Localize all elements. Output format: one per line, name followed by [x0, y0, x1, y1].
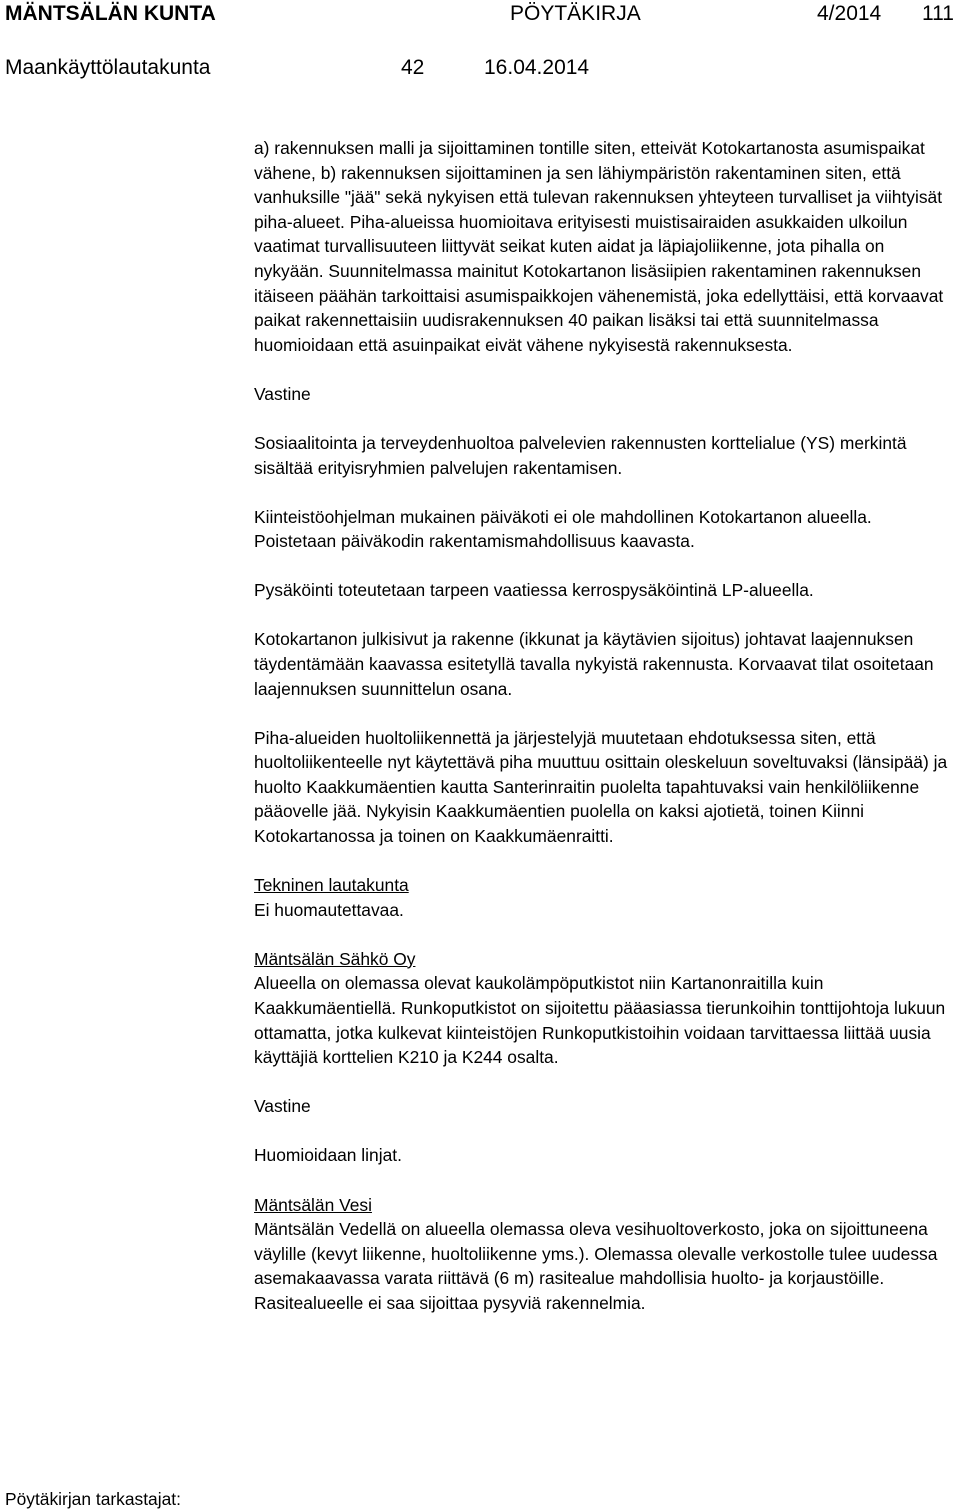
document-body	[254, 136, 956, 1315]
meeting-date: 16.04.2014	[484, 56, 590, 79]
vastine-heading: Vastine	[254, 1096, 311, 1117]
document-number: 4/2014	[817, 2, 882, 25]
mantsalan-vesi-text: Mäntsälän Vedellä on alueella olemassa oleva vesihuoltoverkosto, joka on sijoittuneena väylille (kevyt liikenne, huoltoliikenne yms.). Olemassa olevalle verkostolle tulee uudessa asemakaavassa varata riittävä (6 m) rasitealue mahdollisia huolto- ja korjaustöille. Rasitealueelle ei saa sijoittaa pysyviä rakennelmia.	[254, 1219, 938, 1313]
tekninen-lautakunta-text: Ei huomautettavaa.	[254, 899, 404, 920]
section-number: 42	[401, 56, 425, 79]
mantsalan-sahko-heading: Mäntsälän Sähkö Oy	[254, 948, 416, 969]
board-name: Maankäyttölautakunta	[5, 56, 211, 79]
response-paragraph: Piha-alueiden huoltoliikennettä ja järjestelyjä muutetaan ehdotuksessa siten, että huoltoliikenteelle nyt käytettävä piha muuttuu osittain oleskeluun soveltuvaksi (länsipää) ja huolto Kaakkumäentien kautta Santerinraitin puolelta tapahtuvaksi vain henkilöliikenne pääovelle jää. Nykyisin Kaakkumäentien puolella on kaksi ajotietä, toinen Kiinni Kotokartanossa ja toinen on Kaakkumäenraitti.	[254, 727, 948, 847]
page-number: 111	[922, 2, 954, 25]
statement-paragraph: a) rakennuksen malli ja sijoittaminen tontille siten, etteivät Kotokartanosta asumispaikat vähene, b) rakennuksen sijoittaminen ja sen lähiympäristön rakentaminen siten, että vanhuksille "jää" sekä nykyisen että tulevan rakennuksen yhteyteen turvalliset ja viihtyisät piha-alueet. Piha-alueissa huomioitava erityisesti muistisairaiden asukkaiden ulkoilun vaatimat turvallisuuteen liittyvät seikat kuten aidat ja läpiajoliikenne, jota pihalla on nykyään. Suunnitelmassa mainitut Kotokartanon lisäsiipien rakentaminen rakennuksen itäiseen päähän tarkoittaisi asumispaikkojen vähenemistä, joka edellyttäisi, että korvaavat paikat rakennettaisiin uudisrakennuksen 40 paikan lisäksi tai että suunnitelmassa huomioidaan että asuinpaikat eivät vähene nykyisestä rakennuksesta.	[254, 138, 944, 355]
mantsalan-vesi-heading: Mäntsälän Vesi	[254, 1194, 372, 1215]
response-paragraph: Sosiaalitointa ja terveydenhuoltoa palvelevien rakennusten korttelialue (YS) merkintä sisältää erityisryhmien palvelujen rakentamisen.	[254, 432, 907, 478]
mantsalan-sahko-text: Alueella on olemassa olevat kaukolämpöputkistot niin Kartanonraitilla kuin Kaakkumäentiellä. Runkoputkistot on sijoitettu pääasiassa tierunkoihin tonttijohtoja lukuun ottamatta, jotka kulkevat kiinteistöjen Runkoputkistoihin voidaan tarvittaessa liittää uusia käyttäjiä korttelien K210 ja K244 osalta.	[254, 973, 946, 1068]
tekninen-lautakunta-heading: Tekninen lautakunta	[254, 875, 409, 896]
response-paragraph: Huomioidaan linjat.	[254, 1145, 402, 1166]
response-paragraph: Kiinteistöohjelman mukainen päiväkoti ei ole mahdollinen Kotokartanon alueella. Poistetaan päiväkodin rakentamismahdollisuus kaavasta.	[254, 506, 872, 552]
document-type: PÖYTÄKIRJA	[510, 2, 641, 25]
inspectors-label: Pöytäkirjan tarkastajat:	[5, 1489, 181, 1509]
response-paragraph: Kotokartanon julkisivut ja rakenne (ikkunat ja käytävien sijoitus) johtavat laajennuksen täydentämään kaavassa esitetyllä tavalla nykyistä rakennusta. Korvaavat tilat osoitetaan laajennuksen suunnittelun osana.	[254, 629, 934, 699]
organization-name: MÄNTSÄLÄN KUNTA	[5, 2, 216, 25]
response-paragraph: Pysäköinti toteutetaan tarpeen vaatiessa kerrospysäköintinä LP-alueella.	[254, 580, 814, 601]
vastine-heading: Vastine	[254, 383, 311, 404]
